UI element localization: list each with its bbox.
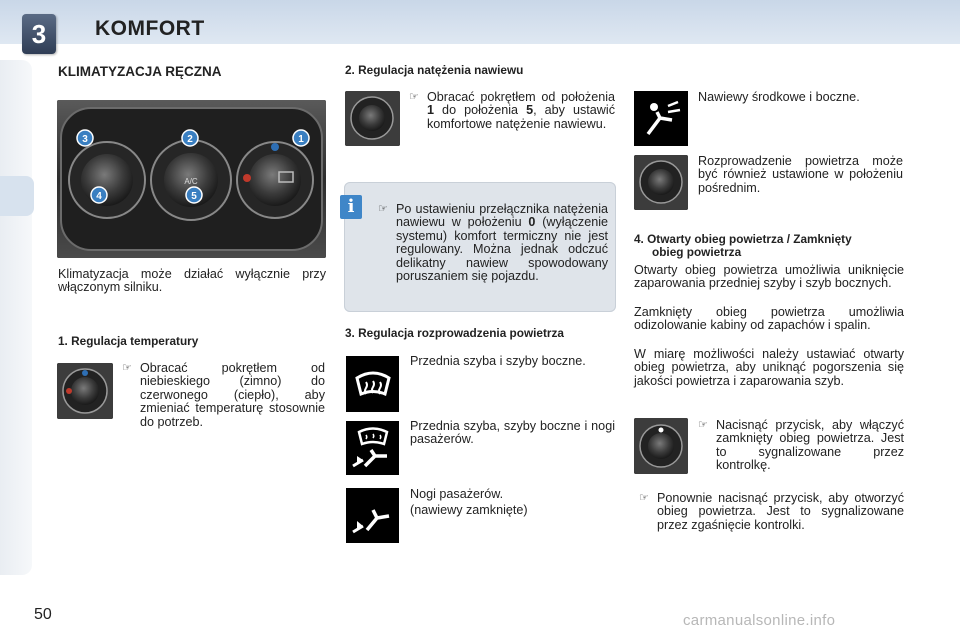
distribution-item-closed-vents: (nawiewy zamknięte) — [410, 503, 528, 517]
fan-knob-photo — [345, 91, 400, 146]
temperature-bullet — [122, 361, 325, 429]
fan-knob-icon — [345, 91, 400, 146]
recirculation-para-3: W miarę możliwości należy ustawiać otwarty obieg powietrza, aby uniknąć pogorszenia się jakości powietrza i zaparowania szyb. — [634, 347, 904, 388]
intro-text: Klimatyzacja może działać wyłącznie przy włączonym silniku. — [58, 267, 326, 295]
chapter-title: KOMFORT — [95, 17, 205, 40]
recirculation-para-2: Zamknięty obieg powietrza umożliwia odizolowanie kabiny od zapachów i spalin. — [634, 305, 904, 333]
distribution-item-windscreen-feet: Przednia szyba, szyby boczne i nogi pasażerów. — [410, 419, 615, 447]
distribution-item-windscreen: Przednia szyba i szyby boczne. — [410, 354, 586, 368]
distribution-knob-icon — [634, 155, 688, 210]
feet-vent-icon — [346, 488, 399, 543]
fan-speed-heading: 2. Regulacja natężenia nawiewu — [345, 63, 524, 77]
bullet-hand-icon: ☞ — [122, 362, 132, 374]
bullet-hand-icon: ☞ — [378, 203, 388, 215]
chapter-tab — [0, 176, 34, 216]
callout-5 — [186, 187, 202, 203]
distribution-knob-photo — [634, 155, 688, 210]
control-panel-photo — [57, 100, 326, 258]
temperature-heading: 1. Regulacja temperatury — [58, 334, 199, 348]
ac-label: A/C — [184, 177, 198, 186]
fan-speed-bullet: ☞ Obracać pokrętłem od położenia 1 do położenia 5, aby ustawić komfortowe natężenie nawiewu. — [409, 90, 615, 131]
callout-2 — [182, 130, 198, 146]
control-panel-illustration — [57, 100, 326, 258]
svg-text:3: 3 — [82, 134, 88, 145]
chapter-number: 3 — [22, 14, 56, 54]
temperature-knob-photo — [57, 363, 113, 419]
bullet-hand-icon: ☞ — [698, 419, 708, 431]
face-vent-icon — [634, 91, 688, 146]
temperature-bullet-text: Obracać pokrętłem od niebieskiego (zimno) do czerwonego (ciepło), aby zmieniać temperaturę stosownie do potrzeb. — [140, 361, 325, 429]
bullet-hand-icon: ☞ — [409, 91, 419, 103]
watermark: carmanualsonline.info — [683, 612, 836, 629]
recirculation-button-photo — [634, 418, 688, 474]
info-icon: i — [340, 195, 362, 219]
distribution-item-intermediate: Rozprowadzenie powietrza może być również ustawione w położeniu pośrednim. — [698, 154, 903, 195]
svg-text:5: 5 — [191, 191, 197, 202]
section-title: KLIMATYZACJA RĘCZNA — [58, 64, 222, 79]
distribution-item-feet: Nogi pasażerów. — [410, 487, 504, 501]
windscreen-feet-icon — [346, 421, 399, 475]
recirculation-bullet-2: ☞ Ponownie nacisnąć przycisk, aby otworzyć obieg powietrza. Jest to sygnalizowane przez zgaśnięcie kontrolki. — [639, 491, 904, 532]
recirculation-bullet-1: ☞ Nacisnąć przycisk, aby włączyć zamknięty obieg powietrza. Jest to sygnalizowane przez kontrolkę. — [698, 418, 904, 473]
svg-text:4: 4 — [96, 191, 102, 202]
recirculation-button-icon — [634, 418, 688, 474]
callout-4 — [91, 187, 107, 203]
windscreen-demist-icon — [346, 356, 399, 412]
distribution-heading: 3. Regulacja rozprowadzenia powietrza — [345, 326, 564, 340]
callout-1 — [293, 130, 309, 146]
info-text: ☞ Po ustawieniu przełącznika natężenia nawiewu w położeniu 0 (wyłączenie systemu) komfort termiczny nie jest regulowany. Można jednak odczuć delikatny nawiew spowodowany poruszaniem się pojazdu. — [378, 202, 609, 284]
temperature-knob-icon — [57, 363, 113, 419]
svg-text:2: 2 — [187, 134, 193, 145]
distribution-item-face: Nawiewy środkowe i boczne. — [698, 90, 860, 104]
page-number: 50 — [34, 606, 52, 623]
svg-text:1: 1 — [298, 134, 304, 145]
bullet-hand-icon: ☞ — [639, 492, 649, 504]
side-margin-band — [0, 60, 32, 575]
recirculation-para-1: Otwarty obieg powietrza umożliwia uniknięcie zaparowania przedniej szyby i szyb bocznych. — [634, 263, 904, 291]
callout-3 — [77, 130, 93, 146]
recirculation-heading: 4. Otwarty obieg powietrza / Zamknięty obieg powietrza — [634, 232, 852, 259]
